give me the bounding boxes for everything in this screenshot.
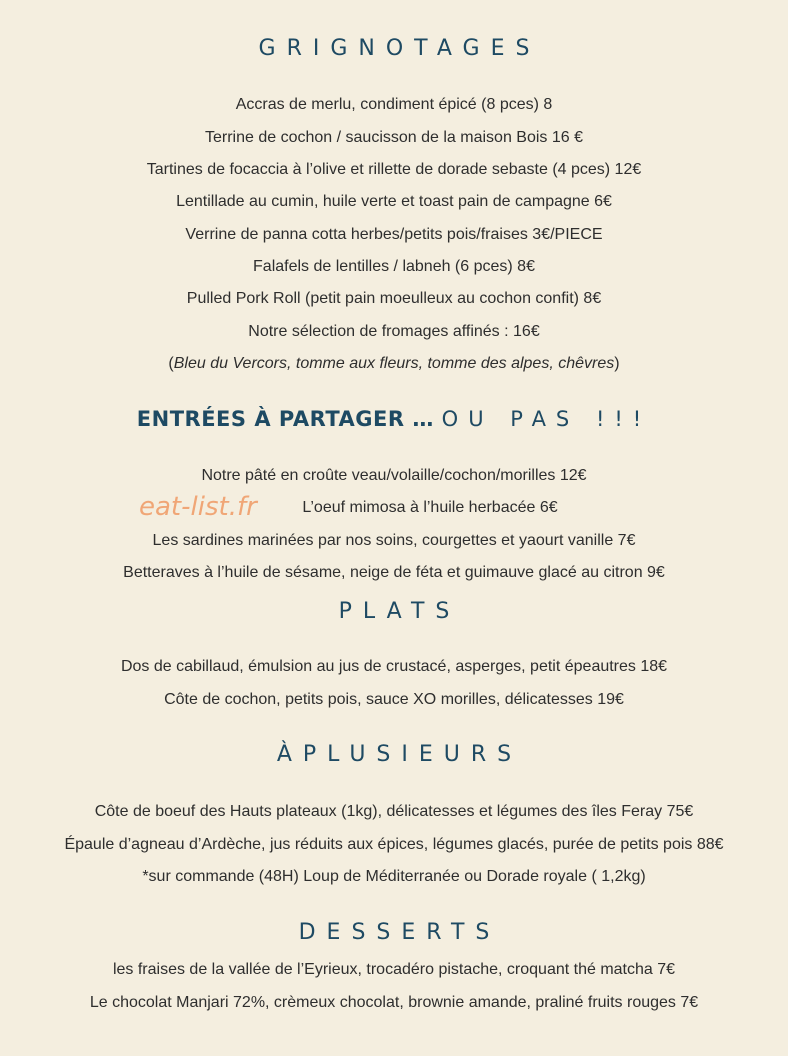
watermark-logo: eat-list.fr	[139, 492, 257, 522]
menu-item: Lentillade au cumin, huile verte et toast pain de campagne 6€	[176, 193, 612, 210]
menu-item: les fraises de la vallée de l’Eyrieux, trocadéro pistache, croquant thé matcha 7€	[112, 961, 676, 978]
menu-item: Côte de cochon, petits pois, sauce XO morilles, délicatesses 19€	[164, 691, 624, 708]
menu-item: Épaule d’agneau d’Ardèche, jus réduits aux épices, légumes glacés, purée de petits pois 88€	[64, 836, 724, 853]
menu-item: L’oeuf mimosa à l’huile herbacée 6€	[302, 499, 558, 516]
note-paren-open: (	[168, 355, 174, 372]
section-title-entrees-main: ENTRÉES À PARTAGER …	[136, 407, 442, 431]
menu-item: Falafels de lentilles / labneh (6 pces) 8€	[253, 258, 535, 275]
menu-item: Verrine de panna cotta herbes/petits pois/fraises 3€/PIECE	[185, 226, 603, 243]
menu-item: Tartines de focaccia à l’olive et rillette de dorade sebaste (4 pces) 12€	[146, 161, 642, 178]
section-title-plats: PLATS	[338, 599, 461, 624]
section-title-a-plusieurs: ÀPLUSIEURS	[276, 742, 523, 767]
note-italic: Bleu du Vercors, tomme aux fleurs, tomme des alpes, chêvres	[173, 355, 615, 372]
section-title-grignotages: GRIGNOTAGES	[258, 36, 541, 61]
menu-item: Les sardines marinées par nos soins, courgettes et yaourt vanille 7€	[152, 532, 636, 549]
menu-item: Le chocolat Manjari 72%, crèmeux chocolat, brownie amande, praliné fruits rouges 7€	[89, 994, 699, 1011]
menu-item: Pulled Pork Roll (petit pain moeulleux au cochon confit) 8€	[186, 290, 602, 307]
menu-item: Accras de merlu, condiment épicé (8 pces) 8	[235, 96, 553, 113]
section-title-desserts: DESSERTS	[298, 920, 501, 945]
menu-item: Notre sélection de fromages affinés : 16€	[248, 323, 540, 340]
menu-item: Côte de boeuf des Hauts plateaux (1kg), délicatesses et légumes des îles Feray 75€	[94, 803, 694, 820]
menu-item: Terrine de cochon / saucisson de la maison Bois 16 €	[205, 129, 583, 146]
section-title-entrees	[0, 407, 788, 431]
note-paren-close: )	[614, 355, 620, 372]
section-title-entrees-spaced: OU PAS !!!	[441, 407, 652, 431]
menu-item: Notre pâté en croûte veau/volaille/cochon/morilles 12€	[201, 467, 587, 484]
menu-item-note	[0, 354, 788, 374]
menu-item: Betteraves à l’huile de sésame, neige de féta et guimauve glacé au citron 9€	[123, 564, 665, 581]
menu-item: *sur commande (48H) Loup de Méditerranée ou Dorade royale ( 1,2kg)	[142, 868, 646, 885]
menu-item: Dos de cabillaud, émulsion au jus de crustacé, asperges, petit épeautres 18€	[120, 658, 668, 675]
